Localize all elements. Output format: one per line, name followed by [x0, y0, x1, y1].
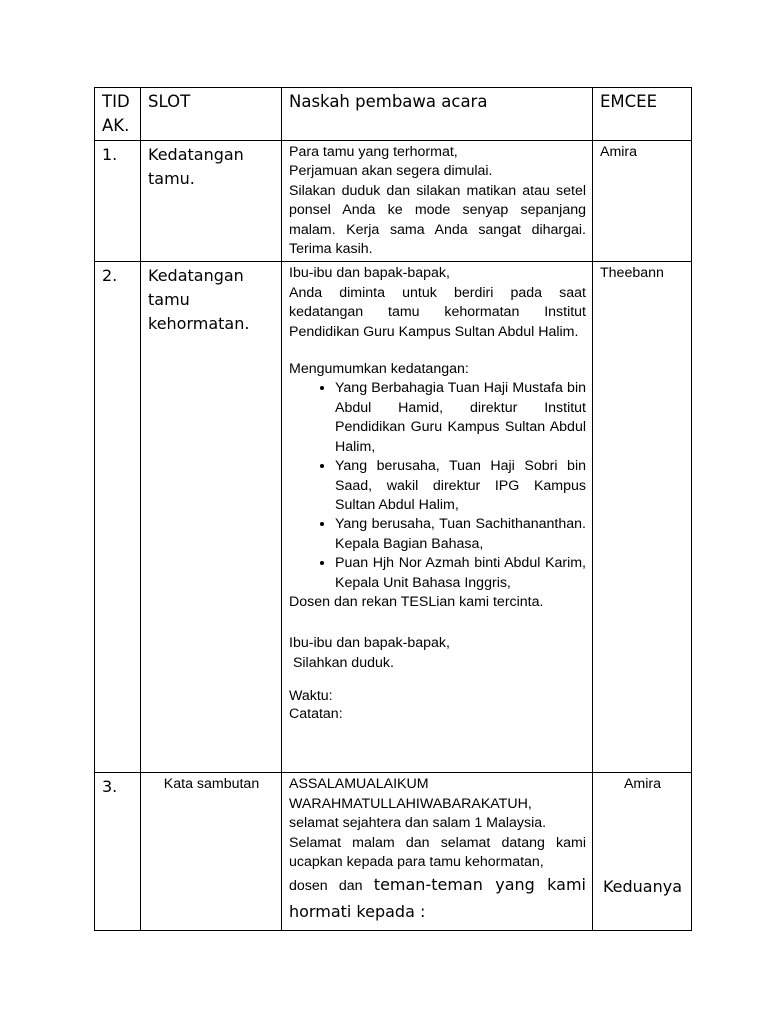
naskah-line: ASSALAMUALAIKUM	[289, 776, 429, 793]
list-item: • Yang Berbahagia Tuan Haji Mustafa bin Abdul Hamid, direktur Institut Pendidikan Guru Kampus Sultan Abdul Halim,	[335, 379, 586, 457]
emcee-cell: Theebann	[593, 262, 692, 773]
row-number: 1.	[95, 141, 141, 262]
naskah-paragraph: Silakan duduk dan silakan matikan atau setel ponsel Anda ke mode senyap sepanjang malam. Kerja sama Anda sangat dihargai. Terima kasih.	[289, 182, 586, 258]
guest-list	[289, 379, 586, 592]
naskah-line: Mengumumkan kedatangan:	[289, 361, 469, 378]
header-no: TID AK.	[95, 88, 141, 141]
naskah-line: Para tamu yang terhormat,	[289, 144, 458, 160]
naskah-paragraph: Selamat malam dan selamat datang kami ucapkan kepada para tamu kehormatan,	[289, 834, 586, 871]
naskah-text-large: teman-teman yang kami hormati kepada :	[289, 875, 586, 922]
naskah-line: Perjamuan akan segera dimulai.	[289, 163, 493, 180]
naskah-line: Waktu:	[289, 688, 333, 705]
naskah-line: Dosen dan rekan TESLian kami tercinta.	[289, 593, 544, 610]
naskah-line: WARAHMATULLAHIWABARAKATUH,	[289, 795, 532, 812]
naskah-cell	[282, 262, 593, 773]
list-item: • Yang berusaha, Tuan Haji Sobri bin Saad, wakil direktur IPG Kampus Sultan Abdul Halim,	[335, 457, 586, 515]
row-number: 3.	[95, 773, 141, 931]
table-row	[95, 262, 692, 773]
header-naskah: Naskah pembawa acara	[282, 88, 593, 141]
slot-cell: Kedatangan tamu kehormatan.	[141, 262, 282, 773]
emcee-name-both: Keduanya	[602, 876, 683, 896]
naskah-paragraph	[289, 872, 586, 926]
naskah-line: Ibu-ibu dan bapak-bapak,	[289, 635, 450, 652]
emcee-cell	[593, 773, 692, 931]
table-row	[95, 773, 692, 931]
emcee-cell: Amira	[593, 141, 692, 262]
list-item: • Puan Hjh Nor Azmah binti Abdul Karim, Kepala Unit Bahasa Inggris,	[335, 554, 586, 593]
naskah-line: Silahkan duduk.	[289, 654, 394, 671]
list-item: • Yang berusaha, Tuan Sachithananthan. Kepala Bagian Bahasa,	[335, 515, 586, 554]
slot-cell: Kata sambutan	[141, 773, 282, 931]
header-slot: SLOT	[141, 88, 282, 141]
naskah-line: Ibu-ibu dan bapak-bapak,	[289, 265, 450, 282]
row-number: 2.	[95, 262, 141, 773]
emcee-script-table	[94, 87, 692, 931]
naskah-cell	[282, 773, 593, 931]
table-header-row	[95, 88, 692, 141]
naskah-paragraph: Anda diminta untuk berdiri pada saat kedatangan tamu kehormatan Institut Pendidikan Guru Kampus Sultan Abdul Halim.	[289, 284, 586, 340]
slot-cell: Kedatangan tamu.	[141, 141, 282, 262]
emcee-name: Amira	[623, 776, 662, 793]
naskah-line: selamat sejahtera dan salam 1 Malaysia.	[289, 815, 547, 832]
naskah-line: Catatan:	[289, 705, 343, 722]
table-row	[95, 141, 692, 262]
naskah-cell	[282, 141, 593, 262]
header-emcee: EMCEE	[593, 88, 692, 141]
naskah-text-small: dosen dan	[289, 878, 363, 895]
